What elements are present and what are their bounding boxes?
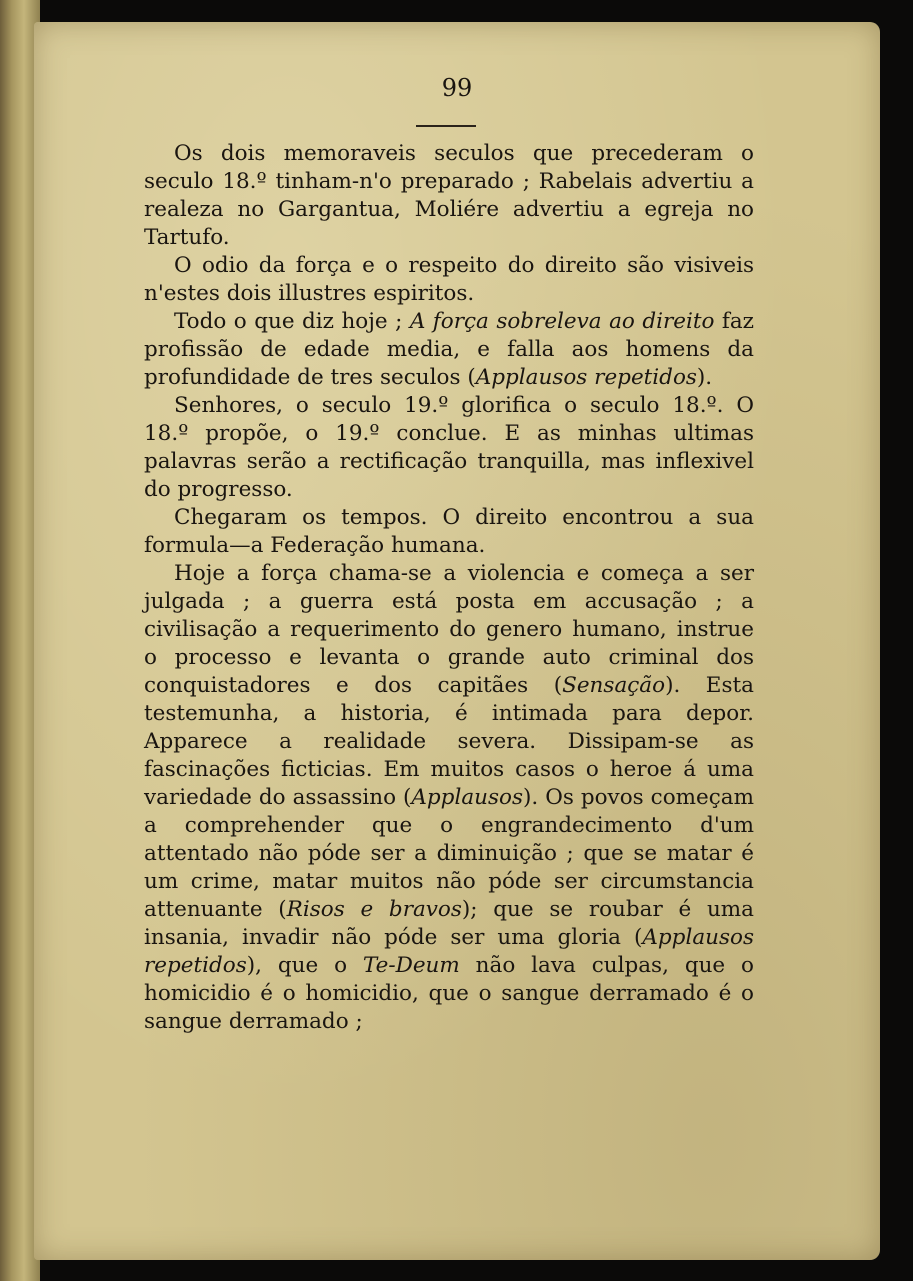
text-run: Hoje a força chama-se a violencia e começa a ser julgada ; a guerra está posta em accusação ; a civilisação a requerimento do genero humano, instrue o processo e levanta o grande auto criminal dos conquistadores e dos capitães (: [144, 561, 754, 698]
italic-text: Sensação: [562, 673, 666, 698]
text-run: faz profissão de edade media, e falla aos homens da profundidade de tres seculos (: [144, 309, 755, 390]
text-run: ). Esta testemunha, a historia, é intimada para depor. Apparece a realidade severa. Dissipam-se as fascinações ficticias. Em muitos casos o heroe á uma variedade do assassino (: [144, 673, 754, 810]
text-run: Senhores, o seculo 19.º glorifica o seculo 18.º. O 18.º propõe, o 19.º conclue. E as minhas ultimas palavras serão a rectificação tranquilla, mas inflexivel do progresso.: [144, 393, 754, 502]
italic-text: A força sobreleva ao direito: [409, 309, 715, 334]
text-run: Os dois memoraveis seculos que precederam o seculo 18.º tinham-n'o preparado ; Rabelais advertiu a realeza no Gargantua, Moliére advertiu a egreja no Tartufo.: [144, 141, 754, 250]
italic-text: Applausos repetidos: [144, 925, 754, 978]
text-run: Todo o que diz hoje ;: [174, 309, 410, 334]
text-run: O odio da força e o respeito do direito são visiveis n'estes dois illustres espiritos.: [144, 253, 754, 306]
italic-text: Applausos: [411, 785, 523, 810]
text-run: ); que se roubar é uma insania, invadir não póde ser uma gloria (: [144, 897, 754, 950]
header-rule: [416, 125, 476, 127]
page-number: 99: [441, 74, 473, 102]
text-run: ). Os povos começam a comprehender que o engrandecimento d'um attentado não póde ser a diminuição ; que se matar é um crime, matar muitos não póde ser circumstancia attenuante (: [144, 785, 754, 922]
text-run: ), que o: [246, 953, 363, 978]
paragraph: [144, 392, 754, 504]
italic-text: Te-Deum: [362, 953, 460, 978]
paragraph: [144, 560, 754, 1036]
text-run: Chegaram os tempos. O direito encontrou a sua formula—a Federação humana.: [144, 505, 754, 558]
italic-text: Risos e bravos: [286, 897, 462, 922]
body-text: [144, 140, 754, 1036]
italic-text: Applausos repetidos: [475, 365, 697, 390]
paragraph: [144, 504, 754, 560]
book-page: [34, 22, 880, 1260]
text-run: não lava culpas, que o homicidio é o homicidio, que o sangue derramado é o sangue derramado ;: [144, 953, 754, 1034]
paragraph: [144, 308, 754, 392]
paragraph: [144, 140, 754, 252]
text-run: ).: [696, 365, 713, 390]
paragraph: [144, 252, 754, 308]
